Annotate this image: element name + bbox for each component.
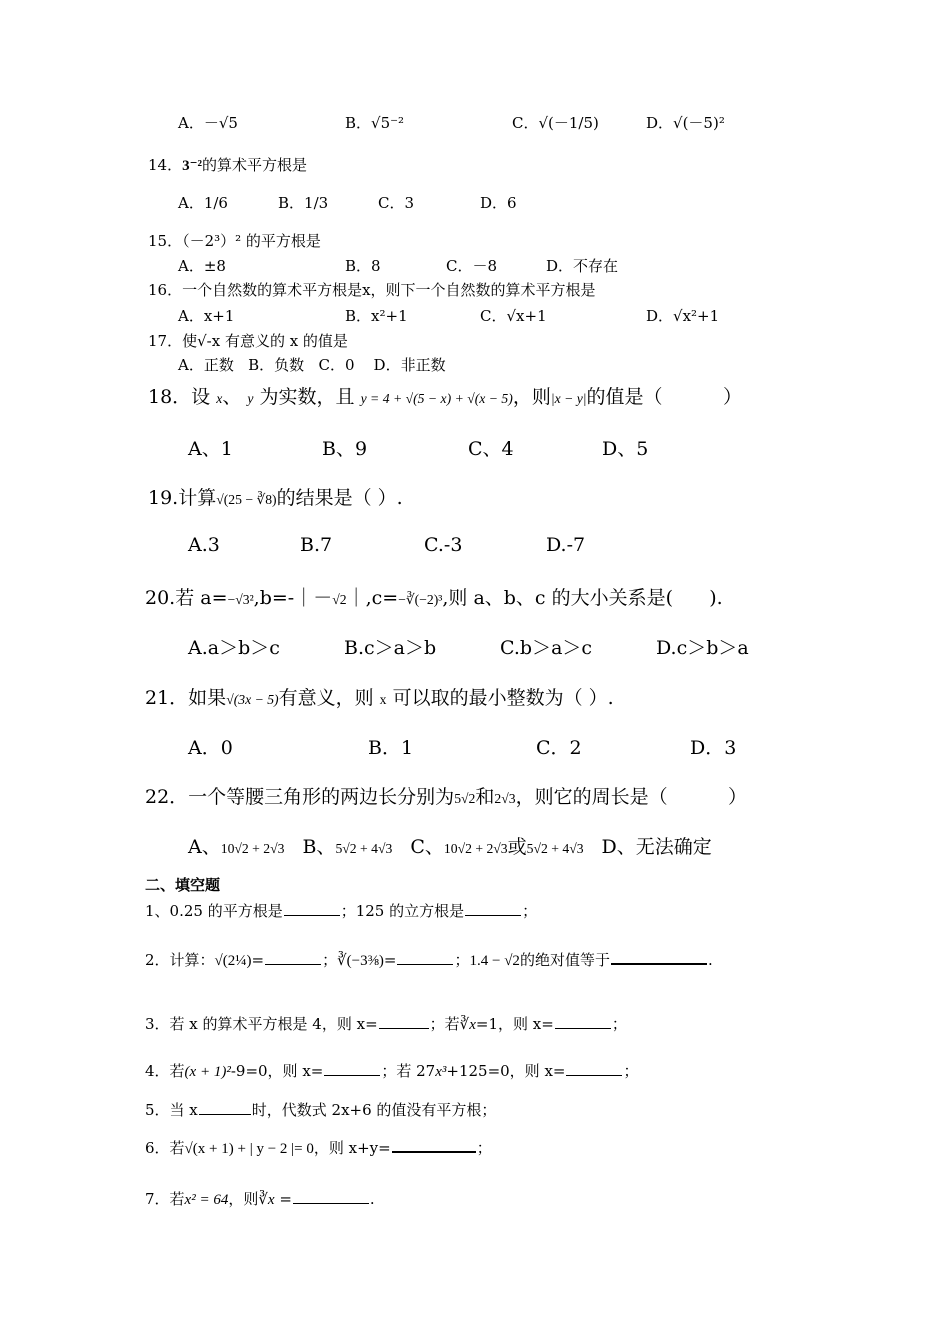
q13-option-a: A．－√5 [178, 114, 238, 132]
q15-option-c: C．－8 [446, 257, 498, 275]
q21-expression: √(3x − 5) [226, 692, 279, 707]
q13-option-b: B．√5⁻² [345, 114, 405, 132]
fill-4-text-3: ；若 27 [381, 1062, 436, 1080]
fill-7-text-4: . [369, 1190, 375, 1208]
fill-2-text-2: ； [322, 951, 338, 969]
q20-stem [145, 583, 723, 610]
q22-option-c-expression-2: 5√2 + 4√3 [526, 841, 584, 856]
q22-option-b-expression: 5√2 + 4√3 [335, 841, 393, 856]
q20-text-4: ,则 a、b、c 的大小关系是( ). [442, 587, 723, 609]
q20-c-expression: −∛(−2)³ [398, 592, 443, 607]
fill-3-blank-2[interactable] [555, 1014, 611, 1029]
q21-var-x: x [379, 692, 387, 707]
fill-4-expression-2: x³ [435, 1064, 447, 1080]
fill-2 [145, 949, 713, 970]
fill-5-blank[interactable] [199, 1100, 251, 1115]
q22-or: 或 [507, 836, 527, 858]
fill-4-text-4: +125=0，则 x= [446, 1062, 566, 1080]
q19-option-b: B.7 [300, 534, 333, 556]
fill-3-expression: ∛x [459, 1017, 476, 1033]
fill-4-blank-1[interactable] [324, 1061, 380, 1076]
q18-text-1: 为实数，且 [259, 386, 355, 408]
fill-7-text-3: = [274, 1190, 292, 1208]
q17-stem: 17．使√-x 有意义的 x 的值是 [148, 332, 348, 350]
fill-7-blank[interactable] [293, 1189, 369, 1204]
q15-option-b: B．8 [345, 257, 381, 275]
q14-number: 14． [148, 156, 183, 174]
q16-option-c: C．√x+1 [480, 307, 547, 325]
q18-number: 18．设 [148, 386, 211, 408]
fill-6-text-3: ； [476, 1139, 492, 1157]
q18-option-b: B、9 [322, 438, 368, 460]
fill-5-text-1: 5．当 x [145, 1101, 198, 1119]
fill-4-text-2: -9=0，则 x= [230, 1062, 324, 1080]
q22-option-d: D、无法确定 [601, 836, 712, 858]
q22-option-a-expression: 10√2 + 2√3 [220, 841, 285, 856]
fill-4-text-1: 4．若 [145, 1062, 185, 1080]
fill-3-text-3: =1，则 x= [475, 1015, 554, 1033]
q18-option-c: C、4 [468, 438, 514, 460]
q20-a-expression: −√3² [227, 592, 254, 607]
fill-1-text-1: 1、0.25 的平方根是 [145, 902, 283, 920]
q14-option-b: B．1/3 [278, 194, 329, 212]
q21-text-2: 有意义，则 [278, 687, 374, 709]
q22-option-a: A、 [188, 836, 221, 858]
fill-6-expression: √(x + 1) + | y − 2 |= 0 [184, 1141, 314, 1157]
q22-option-c: C、 [410, 836, 444, 858]
fill-1-blank-1[interactable] [284, 901, 340, 916]
fill-7-text-1: 7．若 [145, 1190, 185, 1208]
q21-option-c: C．2 [536, 737, 582, 759]
q19-option-d: D.-7 [546, 534, 586, 556]
q21-text-1: 21．如果 [145, 687, 227, 709]
fill-7-expression-2: ∛x [258, 1192, 275, 1208]
q18-option-d: D、5 [602, 438, 649, 460]
fill-3 [145, 1013, 627, 1034]
q22-option-b: B、 [302, 836, 336, 858]
q17-options: A．正数 B．负数 C．0 D．非正数 [178, 356, 446, 374]
q14-option-d: D．6 [480, 194, 517, 212]
q20-option-c: C.b＞a＞c [500, 637, 593, 659]
q16-stem: 16．一个自然数的算术平方根是x，则下一个自然数的算术平方根是 [148, 281, 596, 299]
fill-2-blank-1[interactable] [265, 950, 321, 965]
fill-4 [145, 1060, 639, 1081]
q20-text-1: 20.若 a= [145, 587, 228, 609]
fill-4-blank-2[interactable] [566, 1061, 622, 1076]
fill-2-text-3: ； [454, 951, 470, 969]
q21-text-3: 可以取的最小整数为（ ）. [392, 687, 614, 709]
fill-6-blank[interactable] [392, 1137, 476, 1153]
q20-option-a: A.a＞b＞c [188, 637, 280, 659]
fill-5 [145, 1099, 496, 1120]
q18-sep: 、 [222, 386, 242, 408]
q22-text-3: ，则它的周长是（ ） [515, 786, 747, 808]
fill-6-text-2: ，则 x+y= [313, 1139, 391, 1157]
q14-option-a: A．1/6 [178, 194, 228, 212]
q14-text: 的算术平方根是 [202, 156, 308, 174]
q18-var-x: x [216, 391, 223, 406]
q19-number: 19.计算 [148, 487, 217, 509]
fill-1 [145, 900, 537, 921]
fill-2-blank-3[interactable] [611, 949, 707, 965]
fill-6 [145, 1137, 492, 1158]
fill-5-text-2: 时，代数式 2x+6 的值没有平方根； [251, 1101, 497, 1119]
fill-2-text-1: 2．计算： [145, 951, 215, 969]
fill-1-blank-2[interactable] [465, 901, 521, 916]
q13-option-c: C．√(－1/5) [512, 114, 599, 132]
fill-1-text-3: ； [522, 902, 538, 920]
fill-6-text-1: 6．若 [145, 1139, 185, 1157]
q19-option-c: C.-3 [424, 534, 463, 556]
q22-side-1: 5√2 [454, 791, 476, 806]
fill-7-expression-1: x² = 64 [184, 1192, 229, 1208]
fill-2-expression-3: 1.4 − √2 [469, 953, 520, 969]
fill-2-text-5: . [707, 951, 713, 969]
q21-option-b: B．1 [368, 737, 414, 759]
q22-option-c-expression-1: 10√2 + 2√3 [443, 841, 508, 856]
fill-3-text-1: 3．若 x 的算术平方根是 4，则 x= [145, 1015, 378, 1033]
q22-stem [145, 782, 747, 809]
fill-4-text-5: ； [623, 1062, 639, 1080]
fill-3-text-2: ；若 [429, 1015, 460, 1033]
q20-b-expression: √2 [332, 592, 347, 607]
q14-stem [148, 154, 307, 175]
q21-option-a: A．0 [188, 737, 233, 759]
fill-1-text-2: ；125 的立方根是 [340, 902, 465, 920]
fill-2-text-4: 的绝对值等于 [519, 951, 610, 969]
fill-2-equals-2: = [383, 951, 397, 969]
q19-expression: √(25 − ∛8) [216, 492, 277, 507]
q19-text: 的结果是（ ）. [276, 487, 403, 509]
fill-3-text-4: ； [611, 1015, 627, 1033]
q22-text-2: 和 [475, 786, 495, 808]
q16-option-a: A．x+1 [178, 307, 235, 325]
q22-side-2: 2√3 [494, 791, 516, 806]
q20-text-3: ｜,c= [346, 587, 399, 609]
q22-options [188, 832, 712, 859]
q18-var-y: y [247, 391, 254, 406]
q20-option-b: B.c＞a＞b [344, 637, 437, 659]
fill-2-blank-2[interactable] [397, 950, 453, 965]
fill-7-text-2: ，则 [228, 1190, 259, 1208]
q19-stem [148, 483, 403, 510]
q22-text-1: 22．一个等腰三角形的两边长分别为 [145, 786, 455, 808]
q16-option-d: D．√x²+1 [646, 307, 720, 325]
fill-2-equals-1: = [251, 951, 265, 969]
q14-expression: 3⁻² [182, 158, 203, 174]
fill-4-expression-1: (x + 1)² [184, 1064, 231, 1080]
q16-option-b: B．x²+1 [345, 307, 408, 325]
fill-3-blank-1[interactable] [379, 1014, 429, 1029]
q18-text-2: ，则 [512, 386, 551, 408]
q20-option-d: D.c＞b＞a [656, 637, 749, 659]
q14-option-c: C．3 [378, 194, 415, 212]
q21-option-d: D．3 [690, 737, 737, 759]
q15-option-d: D．不存在 [546, 257, 619, 275]
q18-stem [148, 382, 742, 409]
fill-2-expression-2: ∛(−3⅜) [337, 953, 384, 969]
section-title-fill-blank: 二、填空题 [145, 876, 221, 894]
q21-stem [145, 683, 614, 710]
q20-text-2: ,b=-｜－ [253, 587, 333, 609]
q18-equation: y = 4 + √(5 − x) + √(x − 5) [360, 391, 513, 406]
q18-abs-expression: |x − y| [550, 391, 587, 406]
q19-option-a: A.3 [188, 534, 220, 556]
q15-stem: 15．（－2³）² 的平方根是 [148, 232, 321, 250]
fill-2-expression-1: √(2¼) [214, 953, 252, 969]
fill-7 [145, 1188, 375, 1209]
q13-option-d: D．√(－5)² [646, 114, 725, 132]
q18-text-3: 的值是（ ） [586, 386, 742, 408]
q18-option-a: A、1 [188, 438, 233, 460]
q15-option-a: A．±8 [178, 257, 226, 275]
